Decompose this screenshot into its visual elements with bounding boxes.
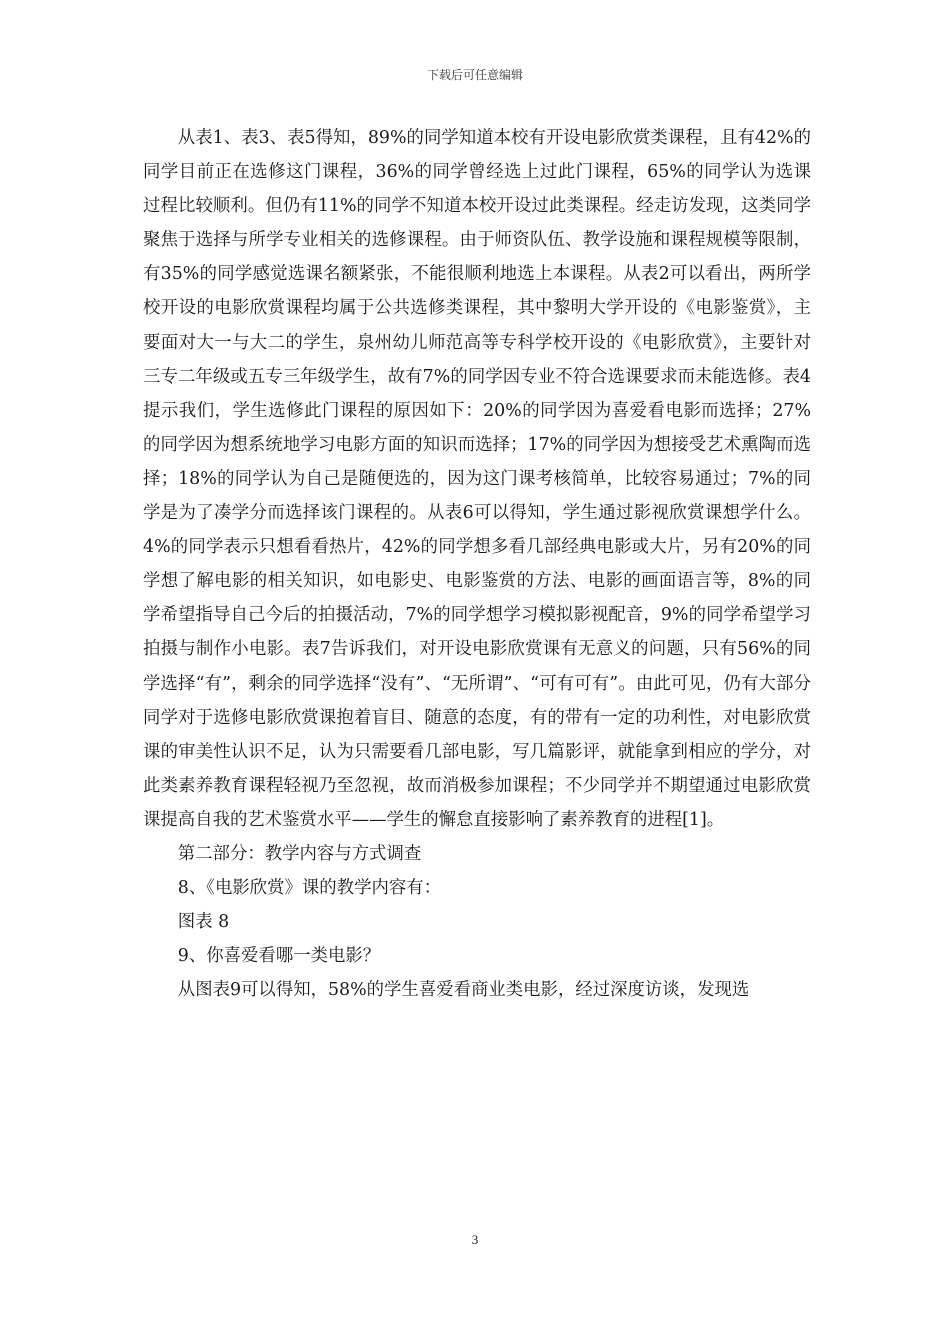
question-9: 9、你喜爱看哪一类电影？ — [177, 946, 381, 967]
section-heading: 第二部分：教学内容与方式调查 — [177, 843, 422, 864]
page-header: 下载后可任意编辑 — [426, 68, 523, 82]
page-number: 3 — [471, 1232, 479, 1247]
chart-9-analysis-paragraph: 从图表9可以得知，58%的学生喜爱看商业类电影，经过深度访谈，发现选 — [177, 980, 750, 1001]
survey-analysis-paragraph: 从表1、表3、表5得知，89%的同学知道本校有开设电影欣赏类课程，且有42%的同学目前正在选修这门课程，36%的同学曾经选上过此门课程，65%的同学认为选课过程比较顺利。但仍有11%的同学不知道本校开设过此类课程。经走访发现，这类同学聚焦于选择与所学专业相关的选修课程。由于师资队伍、教学设施和课程规模等限制，有35%的同学感觉选课名额紧张，不能很顺利地选上本课程。从表2可以看出，两所学校开设的电影欣赏课程均属于公共选修类课程，其中黎明大学开设的《电影鉴赏》，主要面对大一与大二的学生，泉州幼儿师范高等专科学校开设的《电影欣赏》，主要针对三专二年级或五专三年级学生，故有7%的同学因专业不符合选课要求而未能选修。表4提示我们，学生选修此门课程的原因如下：20%的同学因为喜爱看电影而选择；27%的同学因为想系统地学习电影方面的知识而选择；17%的同学因为想接受艺术熏陶而选择；18%的同学认为自己是随便选的，因为这门课考核简单，比较容易通过；7%的同学是为了凑学分而选择该门课程的。从表6可以得知，学生通过影视欣赏课想学什么。4%的同学表示只想看看热片，42%的同学想多看几部经典电影或大片，另有20%的同学想了解电影的相关知识，如电影史、电影鉴赏的方法、电影的画面语言等，8%的同学希望指导自己今后的拍摄活动，7%的同学想学习模拟影视配音，9%的同学希望学习拍摄与制作小电影。表7告诉我们，对开设电影欣赏课有无意义的问题，只有56%的同学选择“有”，剩余的同学选择“没有”、“无所谓”、“可有可有”。由此可见，仍有大部分同学对于选修电影欣赏课抱着盲目、随意的态度，有的带有一定的功利性，对电影欣赏课的审美性认识不足，认为只需要看几部电影，写几篇影评，就能拿到相应的学分，对此类素养教育课程轻视乃至忽视，故而消极参加课程；不少同学并不期望通过电影欣赏课提高自我的艺术鉴赏水平——学生的懈怠直接影响了素养教育的进程[1]。 — [143, 128, 811, 830]
document-body — [143, 121, 811, 1007]
question-8: 8、《电影欣赏》课的教学内容有： — [177, 878, 442, 899]
chart-8-label: 图表 8 — [177, 912, 230, 933]
